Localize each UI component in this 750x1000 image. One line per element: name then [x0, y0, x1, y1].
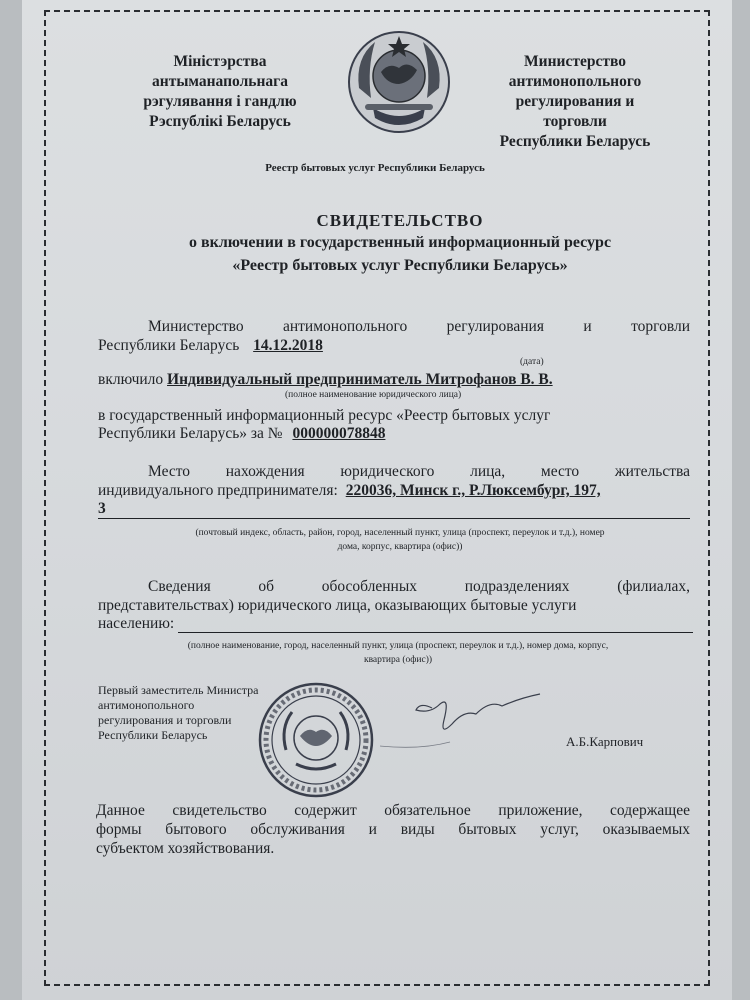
word: Сведения — [148, 578, 211, 595]
word: юридического — [340, 463, 435, 480]
address-continuation: 3 — [98, 500, 690, 519]
para3-line2: представительствах) юридического лица, оказывающих бытовые услуги — [98, 597, 577, 614]
registry-line: Реестр бытовых услуг Республики Беларусь — [265, 162, 485, 174]
signatory-line: регулирования и торговли — [98, 713, 232, 727]
para1-line5 — [98, 425, 698, 443]
word: нахождения — [225, 463, 305, 480]
signatory-line: антимонопольного — [98, 698, 195, 712]
word: подразделениях — [464, 578, 570, 595]
footer-line: Данное свидетельство содержит обязательное приложение, содержащее — [96, 802, 690, 819]
document-title: СВИДЕТЕЛЬСТВО — [316, 211, 484, 230]
header-right-line: Министерство — [524, 53, 626, 70]
header-right-line: антимонопольного — [508, 73, 642, 90]
footer-note — [96, 801, 690, 858]
word: (филиалах, — [617, 578, 691, 595]
para2-line1 — [148, 463, 690, 481]
para1-line3 — [98, 371, 690, 389]
para1-line1 — [148, 318, 690, 336]
handwritten-signature — [380, 680, 550, 770]
state-emblem-icon — [345, 28, 453, 136]
text: населению: — [98, 615, 175, 632]
header-left-line: антыманапольнага — [152, 73, 288, 90]
word: торговли — [631, 318, 691, 335]
header-left-line: рэгулявання і гандлю — [143, 93, 297, 110]
word: и — [583, 318, 592, 335]
header-right-line: регулирования и — [515, 93, 635, 110]
signatory-line: Республики Беларусь — [98, 728, 208, 742]
word: обособленных — [321, 578, 418, 595]
header-left-line: Рэспублікі Беларусь — [149, 113, 291, 130]
text: включило — [98, 371, 164, 388]
para1-line2 — [98, 337, 698, 355]
word: жительства — [614, 463, 690, 480]
document-subtitle: о включении в государственный информационный ресурс — [188, 234, 612, 251]
word: регулирования — [446, 318, 544, 335]
text: Республики Беларусь — [98, 337, 240, 354]
text: Республики Беларусь» за № — [98, 425, 283, 442]
document-subtitle: «Реестр бытовых услуг Республики Беларусь» — [232, 257, 568, 274]
address-hint: (почтовый индекс, область, район, город, населенный пункт, улица (проспект, переулок и т.д.), номер — [195, 528, 605, 538]
blank-line — [178, 618, 693, 633]
issue-date: 14.12.2018 — [253, 337, 323, 354]
word: лица, — [470, 463, 506, 480]
para1-line4: в государственный информационный ресурс «Реестр бытовых услуг — [98, 407, 551, 424]
signatory-name: А.Б.Карпович — [566, 734, 644, 749]
registry-number: 000000078848 — [292, 425, 386, 442]
address: 220036, Минск г., Р.Люксембург, 197, — [345, 482, 601, 499]
para3-line3 — [98, 615, 698, 633]
branches-hint: (полное наименование, город, населенный пункт, улица (проспект, переулок и т.д.), номер дома, корпус, — [187, 641, 609, 651]
branches-hint: квартира (офис)) — [363, 655, 433, 665]
address-hint: дома, корпус, квартира (офис)) — [337, 542, 463, 552]
header-right-line: Республики Беларусь — [499, 133, 651, 150]
para2-line2 — [98, 482, 698, 500]
official-seal-icon — [256, 680, 376, 800]
entity-hint: (полное наименование юридического лица) — [285, 390, 462, 400]
word: Министерство — [148, 318, 244, 335]
header-left — [110, 52, 330, 132]
word: об — [258, 578, 275, 595]
footer-line: субъектом хозяйствования. — [96, 840, 275, 857]
header-right-line: торговли — [543, 113, 607, 130]
para3-line1 — [148, 578, 690, 596]
word: место — [540, 463, 580, 480]
footer-line: формы бытового обслуживания и виды бытовых услуг, оказываемых — [96, 821, 690, 838]
signatory-line: Первый заместитель Министра — [98, 683, 259, 697]
word: антимонопольного — [282, 318, 408, 335]
text: индивидуального предпринимателя: — [98, 482, 338, 499]
header-left-line: Міністэрства — [173, 53, 267, 70]
header-right — [470, 52, 680, 152]
date-hint: (дата) — [520, 357, 544, 367]
entity-name: Индивидуальный предприниматель Митрофанов В. В. — [167, 371, 553, 388]
signatory-position — [98, 683, 258, 743]
word: Место — [148, 463, 191, 480]
